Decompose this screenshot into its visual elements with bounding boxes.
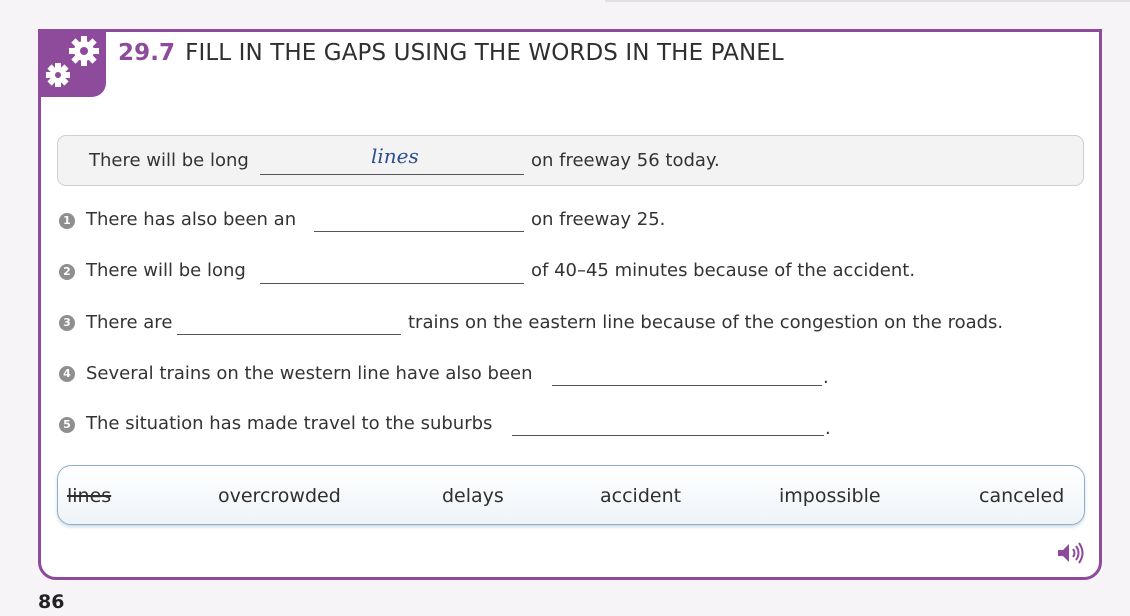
word-canceled: canceled bbox=[979, 485, 1065, 507]
sentence-5-before: The situation has made travel to the suburbs bbox=[86, 413, 493, 434]
sentence-2-after: of 40–45 minutes because of the accident. bbox=[531, 260, 916, 281]
word-lines: lines bbox=[67, 485, 112, 507]
example-answer: lines bbox=[371, 144, 419, 168]
word-panel bbox=[57, 465, 1085, 525]
top-rule bbox=[605, 0, 1130, 2]
word-overcrowded: overcrowded bbox=[218, 485, 341, 507]
sentence-3-before: There are bbox=[86, 312, 173, 333]
question-number-5: 5 bbox=[59, 417, 75, 433]
speaker-icon[interactable] bbox=[1056, 542, 1086, 564]
sentence-2-before: There will be long bbox=[86, 260, 246, 281]
sentence-4-before: Several trains on the western line have also been bbox=[86, 363, 533, 384]
exercise-title bbox=[118, 40, 784, 66]
word-impossible: impossible bbox=[779, 485, 881, 507]
sentence-4-after: . bbox=[823, 367, 829, 388]
exercise-number: 29.7 bbox=[118, 40, 176, 66]
sentence-1-before: There has also been an bbox=[86, 209, 297, 230]
exercise-title-text: FILL IN THE GAPS USING THE WORDS IN THE PANEL bbox=[185, 40, 784, 66]
question-number-4: 4 bbox=[59, 366, 75, 382]
page-number: 86 bbox=[38, 591, 65, 613]
gap-input-4[interactable] bbox=[552, 384, 822, 386]
sentence-1-after: on freeway 25. bbox=[531, 209, 666, 230]
example-text-after: on freeway 56 today. bbox=[531, 150, 720, 171]
sentence-5-after: . bbox=[825, 418, 831, 439]
word-accident: accident bbox=[600, 485, 682, 507]
example-text-before: There will be long bbox=[89, 150, 249, 171]
word-delays: delays bbox=[442, 485, 504, 507]
question-number-2: 2 bbox=[59, 264, 75, 280]
gap-input-1[interactable] bbox=[314, 230, 524, 232]
gap-input-5[interactable] bbox=[512, 434, 824, 436]
gap-input-3[interactable] bbox=[177, 333, 401, 335]
gears-icon bbox=[38, 29, 106, 97]
gap-input-2[interactable] bbox=[260, 282, 524, 284]
sentence-3-after: trains on the eastern line because of the congestion on the roads. bbox=[408, 312, 1004, 333]
question-number-3: 3 bbox=[59, 315, 75, 331]
question-number-1: 1 bbox=[59, 213, 75, 229]
example-blank bbox=[260, 173, 524, 175]
